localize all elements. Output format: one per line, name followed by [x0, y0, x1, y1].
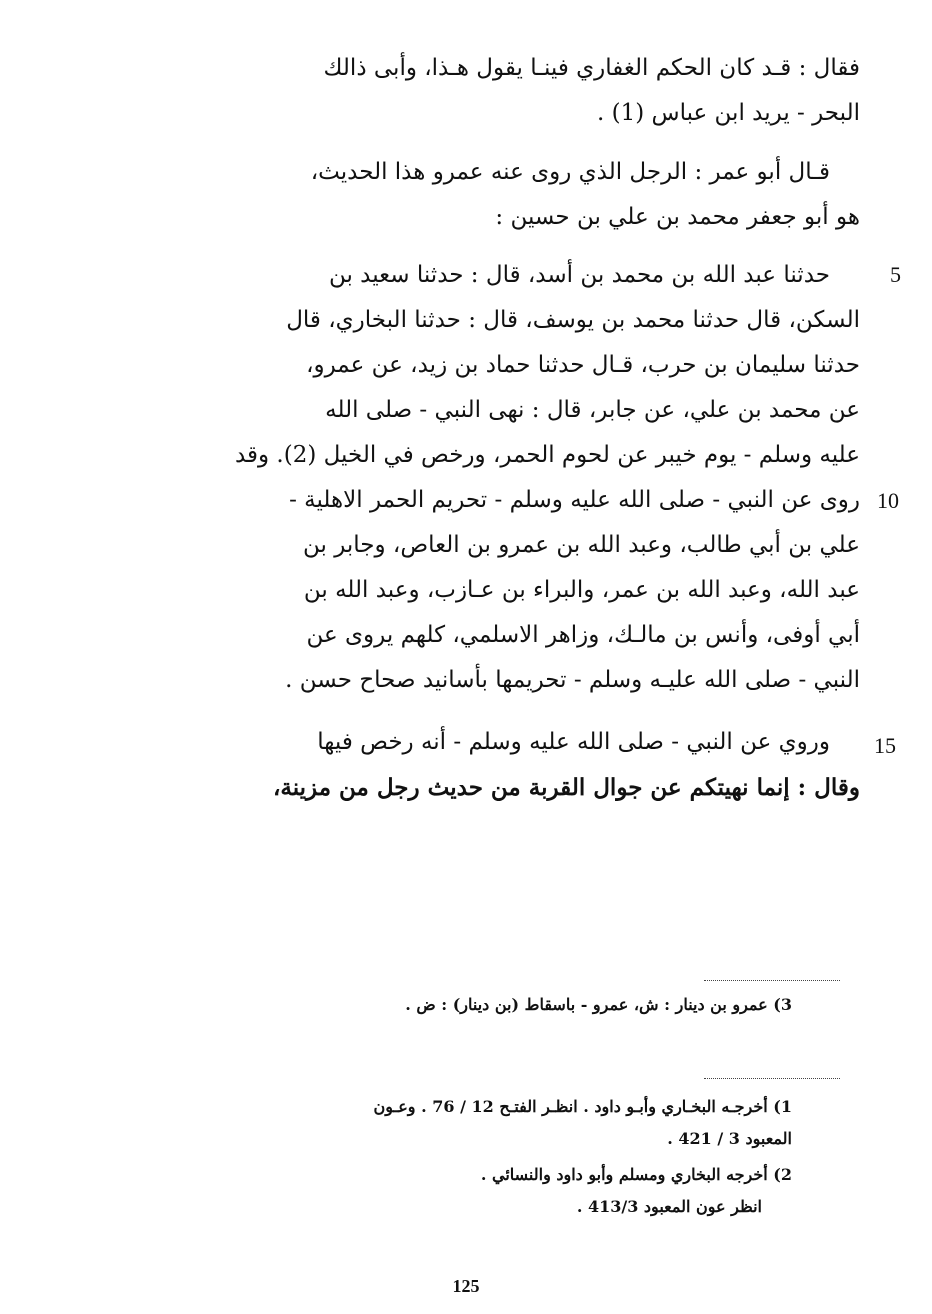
footnote-1: 1) أخرجـه البخـاري وأبـو داود . انظـر الفتـح 12 / 76 . وعـون — [373, 1097, 792, 1116]
text-line: وقال : إنما نهيتكم عن جوال القربة من حديث رجل من مزينة، — [272, 774, 860, 801]
text-line: روى عن النبي - صلى الله عليه وسلم - تحريم الحمر الاهلية - — [289, 487, 860, 513]
paragraph-2 — [220, 150, 860, 240]
text-line: السكن، قال حدثنا محمد بن يوسف، قال : حدثنا البخاري، قال — [286, 307, 860, 333]
text-line: وروي عن النبي - صلى الله عليه وسلم - أنه رخص فيها — [317, 729, 830, 755]
text-line: النبي - صلى الله عليـه وسلم - تحريمها بأسانيد صحاح حسن . — [285, 667, 860, 693]
line-number: 10 — [877, 488, 899, 513]
text-line: علي بن أبي طالب، وعبد الله بن عمرو بن العاص، وجابر بن — [302, 532, 860, 558]
footnote-separator — [704, 980, 840, 981]
text-line: عبد الله، وعبد الله بن عمر، والبراء بن عـازب، وعبد الله بن — [303, 577, 860, 603]
text-line: هو أبو جعفر محمد بن علي بن حسين : — [495, 204, 860, 230]
text-line: أبي أوفى، وأنس بن مالـك، وزاهر الاسلمي، كلهم يروى عن — [306, 622, 860, 648]
footnote-2-cont: انظر عون المعبود 413/3 . — [576, 1197, 762, 1216]
text-line: البحر - يريد ابن عباس (1) . — [596, 100, 860, 126]
text-line: حدثنا سليمان بن حرب، قـال حدثنا حماد بن زيد، عن عمرو، — [306, 352, 860, 378]
paragraph-1 — [220, 46, 860, 136]
text-line: قـال أبو عمر : الرجل الذي روى عنه عمرو هذا الحديث، — [310, 159, 830, 185]
page-number: 125 — [452, 1276, 480, 1296]
footnote-1-cont: المعبود 3 / 421 . — [667, 1129, 792, 1148]
text-line: فقال : قـد كان الحكم الغفاري فينـا يقول هـذا، وأبى ذالك — [323, 55, 860, 81]
paragraph-4 — [220, 720, 860, 810]
footnote-separator — [704, 1078, 840, 1079]
paragraph-3 — [220, 253, 860, 703]
line-number: 15 — [874, 733, 896, 758]
text-line: حدثنا عبد الله بن محمد بن أسد، قال : حدثنا سعيد بن — [328, 262, 830, 288]
line-number: 5 — [890, 262, 901, 287]
text-line: عن محمد بن علي، عن جابر، قال : نهى النبي - صلى الله — [325, 397, 860, 423]
footnote-2: 2) أخرجه البخاري ومسلم وأبو داود والنسائي . — [480, 1165, 792, 1184]
text-line: عليه وسلم - يوم خيبر عن لحوم الحمر، ورخص في الخيل (2). وقد — [234, 442, 860, 468]
variant-note: 3) عمرو بن دينار : ش، عمرو - باسقاط (بن دينار) : ض . — [405, 995, 792, 1014]
